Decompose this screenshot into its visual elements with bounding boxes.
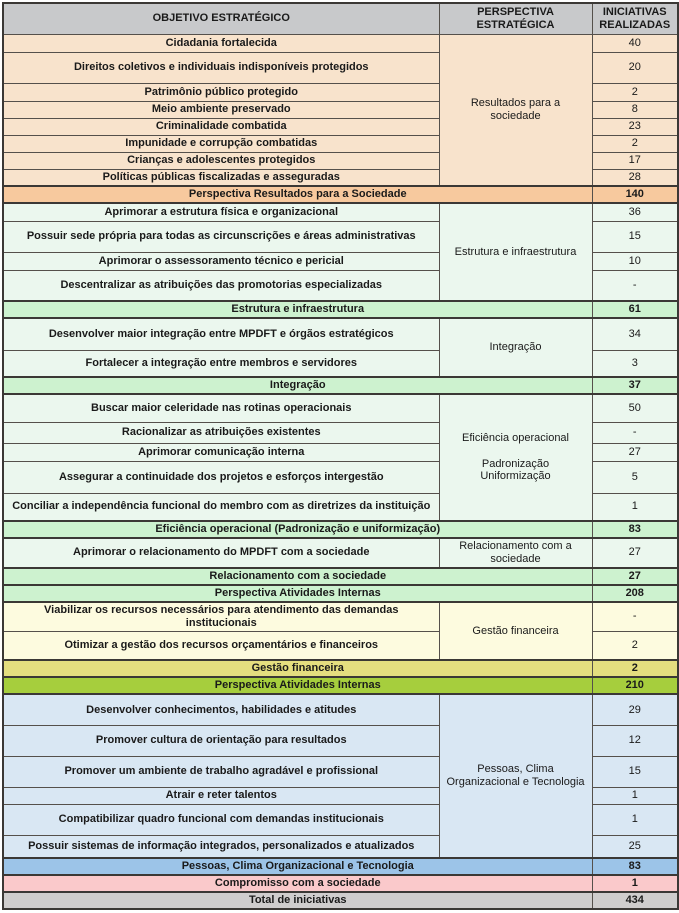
- summary-label: Gestão financeira: [3, 660, 592, 677]
- objective-cell: Cidadania fortalecida: [3, 34, 439, 52]
- perspective-cell: [439, 602, 592, 660]
- value-cell: 27: [592, 538, 678, 568]
- perspective-cell: [439, 318, 592, 377]
- perspective-label: Pessoas, Clima Organizacional e Tecnologia: [446, 763, 585, 789]
- summary-label: Eficiência operacional (Padronização e uniformização): [3, 521, 592, 538]
- summary-row: [3, 585, 678, 602]
- table-body: [3, 34, 678, 909]
- summary-row: [3, 875, 678, 892]
- summary-row: [3, 677, 678, 694]
- value-cell: 50: [592, 394, 678, 422]
- strategic-initiatives-table: [2, 2, 679, 910]
- table-row: [3, 602, 678, 631]
- summary-label: Total de iniciativas: [3, 892, 592, 909]
- perspective-label: Resultados para a sociedade: [470, 96, 561, 122]
- summary-row: [3, 186, 678, 203]
- summary-label: Perspectiva Atividades Internas: [3, 585, 592, 602]
- column-header-iniciativas-realizadas: INICIATIVAS REALIZADAS: [592, 3, 678, 34]
- summary-row: [3, 377, 678, 394]
- summary-label: Estrutura e infraestrutura: [3, 301, 592, 318]
- objective-cell: Meio ambiente preservado: [3, 101, 439, 118]
- table-row: [3, 203, 678, 221]
- perspective-label: Uniformização: [480, 470, 551, 483]
- value-cell: 3: [592, 350, 678, 377]
- summary-value: 37: [592, 377, 678, 394]
- summary-value: 1: [592, 875, 678, 892]
- summary-label: Integração: [3, 377, 592, 394]
- objective-cell: Otimizar a gestão dos recursos orçamentários e financeiros: [3, 631, 439, 660]
- value-cell: -: [592, 270, 678, 301]
- objective-cell: Buscar maior celeridade nas rotinas operacionais: [3, 394, 439, 422]
- perspective-label: Estrutura e infraestrutura: [454, 245, 577, 258]
- perspective-cell: [439, 34, 592, 186]
- objective-cell: Atrair e reter talentos: [3, 787, 439, 804]
- objective-cell: Crianças e adolescentes protegidos: [3, 152, 439, 169]
- summary-row: [3, 858, 678, 875]
- table-row: [3, 34, 678, 52]
- objective-cell: Conciliar a independência funcional do membro com as diretrizes da instituição: [3, 493, 439, 521]
- summary-value: 2: [592, 660, 678, 677]
- objective-cell: Aprimorar o relacionamento do MPDFT com a sociedade: [3, 538, 439, 568]
- summary-value: 83: [592, 521, 678, 538]
- value-cell: 10: [592, 252, 678, 270]
- value-cell: 15: [592, 756, 678, 787]
- perspective-label: Integração: [489, 341, 542, 354]
- summary-label: Perspectiva Atividades Internas: [3, 677, 592, 694]
- perspective-cell: [439, 538, 592, 568]
- summary-row: [3, 301, 678, 318]
- objective-cell: Possuir sistemas de informação integrados, personalizados e atualizados: [3, 835, 439, 858]
- value-cell: 40: [592, 34, 678, 52]
- summary-row: [3, 568, 678, 585]
- objective-cell: Desenvolver conhecimentos, habilidades e atitudes: [3, 694, 439, 725]
- objective-cell: Desenvolver maior integração entre MPDFT e órgãos estratégicos: [3, 318, 439, 350]
- objective-cell: Direitos coletivos e individuais indisponíveis protegidos: [3, 52, 439, 83]
- objective-cell: Impunidade e corrupção combatidas: [3, 135, 439, 152]
- summary-label: Perspectiva Resultados para a Sociedade: [3, 186, 592, 203]
- table-header: [3, 3, 678, 34]
- value-cell: 17: [592, 152, 678, 169]
- objective-cell: Patrimônio público protegido: [3, 83, 439, 101]
- summary-value: 61: [592, 301, 678, 318]
- value-cell: 29: [592, 694, 678, 725]
- value-cell: 36: [592, 203, 678, 221]
- value-cell: 1: [592, 493, 678, 521]
- summary-value: 27: [592, 568, 678, 585]
- value-cell: 27: [592, 443, 678, 461]
- summary-value: 83: [592, 858, 678, 875]
- table-row: [3, 394, 678, 422]
- objective-cell: Compatibilizar quadro funcional com demandas institucionais: [3, 804, 439, 835]
- perspective-label: Eficiência operacional: [461, 431, 569, 444]
- table-row: [3, 694, 678, 725]
- summary-value: 210: [592, 677, 678, 694]
- value-cell: 25: [592, 835, 678, 858]
- value-cell: 2: [592, 631, 678, 660]
- objective-cell: Descentralizar as atribuições das promotorias especializadas: [3, 270, 439, 301]
- header-row: [3, 3, 678, 34]
- objective-cell: Viabilizar os recursos necessários para atendimento das demandas institucionais: [3, 602, 439, 631]
- objective-cell: Possuir sede própria para todas as circunscrições e áreas administrativas: [3, 221, 439, 252]
- value-cell: 2: [592, 135, 678, 152]
- value-cell: 5: [592, 461, 678, 493]
- objective-cell: Racionalizar as atribuições existentes: [3, 422, 439, 443]
- objective-cell: Políticas públicas fiscalizadas e asseguradas: [3, 169, 439, 186]
- perspective-label: Padronização: [481, 457, 550, 470]
- objective-cell: Fortalecer a integração entre membros e servidores: [3, 350, 439, 377]
- perspective-label: Relacionamento com a sociedade: [459, 540, 572, 565]
- summary-row: [3, 660, 678, 677]
- value-cell: -: [592, 602, 678, 631]
- summary-row: [3, 521, 678, 538]
- value-cell: 12: [592, 725, 678, 756]
- value-cell: -: [592, 422, 678, 443]
- value-cell: 23: [592, 118, 678, 135]
- value-cell: 20: [592, 52, 678, 83]
- column-header-objetivo-estrategico: OBJETIVO ESTRATÉGICO: [3, 3, 439, 34]
- perspective-label: Gestão financeira: [472, 624, 559, 637]
- summary-value: 208: [592, 585, 678, 602]
- summary-label: Compromisso com a sociedade: [3, 875, 592, 892]
- objective-cell: Aprimorar a estrutura física e organizacional: [3, 203, 439, 221]
- objective-cell: Criminalidade combatida: [3, 118, 439, 135]
- table-row: [3, 538, 678, 568]
- table-row: [3, 318, 678, 350]
- objective-cell: Assegurar a continuidade dos projetos e esforços intergestão: [3, 461, 439, 493]
- objective-cell: Aprimorar o assessoramento técnico e pericial: [3, 252, 439, 270]
- objective-cell: Promover cultura de orientação para resultados: [3, 725, 439, 756]
- perspective-cell: [439, 694, 592, 858]
- value-cell: 1: [592, 804, 678, 835]
- value-cell: 8: [592, 101, 678, 118]
- summary-value: 140: [592, 186, 678, 203]
- summary-label: Relacionamento com a sociedade: [3, 568, 592, 585]
- summary-row: [3, 892, 678, 909]
- objective-cell: Aprimorar comunicação interna: [3, 443, 439, 461]
- objective-cell: Promover um ambiente de trabalho agradável e profissional: [3, 756, 439, 787]
- perspective-cell: [439, 394, 592, 521]
- summary-value: 434: [592, 892, 678, 909]
- value-cell: 28: [592, 169, 678, 186]
- value-cell: 2: [592, 83, 678, 101]
- summary-label: Pessoas, Clima Organizacional e Tecnologia: [3, 858, 592, 875]
- value-cell: 34: [592, 318, 678, 350]
- perspective-cell: [439, 203, 592, 301]
- column-header-perspectiva-estrategica: PERSPECTIVA ESTRATÉGICA: [439, 3, 592, 34]
- value-cell: 15: [592, 221, 678, 252]
- value-cell: 1: [592, 787, 678, 804]
